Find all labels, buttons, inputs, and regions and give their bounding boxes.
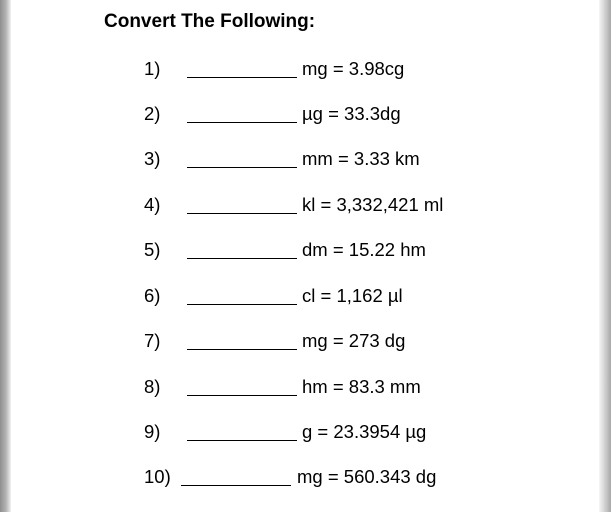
problem-number: 10) xyxy=(144,466,171,487)
answer-blank xyxy=(187,440,297,441)
problem-expression: µg = 33.3dg xyxy=(302,103,401,124)
problem-number: 7) xyxy=(144,330,161,351)
problem-number: 8) xyxy=(144,376,161,397)
problem-number: 9) xyxy=(144,421,161,442)
problem-number: 1) xyxy=(144,58,161,79)
answer-blank xyxy=(187,213,297,214)
problem-expression: hm = 83.3 mm xyxy=(302,376,421,397)
answer-blank xyxy=(187,258,297,259)
page-right-edge xyxy=(599,0,611,512)
problem-expression: mm = 3.33 km xyxy=(302,148,420,169)
problem-row xyxy=(0,421,600,445)
problem-row xyxy=(0,285,600,309)
problem-expression: mg = 3.98cg xyxy=(302,58,405,79)
problem-row xyxy=(0,148,600,172)
worksheet-title: Convert The Following: xyxy=(104,11,316,32)
problem-number: 6) xyxy=(144,285,161,306)
problem-row xyxy=(0,466,600,490)
answer-blank xyxy=(181,485,291,486)
problem-row xyxy=(0,239,600,263)
problem-row xyxy=(0,330,600,354)
problem-number: 3) xyxy=(144,148,161,169)
answer-blank xyxy=(187,304,297,305)
answer-blank xyxy=(187,77,297,78)
problem-number: 5) xyxy=(144,239,161,260)
problem-expression: dm = 15.22 hm xyxy=(302,239,426,260)
problem-expression: mg = 560.343 dg xyxy=(297,466,437,487)
answer-blank xyxy=(187,349,297,350)
problem-expression: kl = 3,332,421 ml xyxy=(302,194,444,215)
answer-blank xyxy=(187,122,297,123)
problem-expression: g = 23.3954 µg xyxy=(302,421,427,442)
problem-expression: mg = 273 dg xyxy=(302,330,406,351)
problem-row xyxy=(0,194,600,218)
problem-row xyxy=(0,58,600,82)
answer-blank xyxy=(187,167,297,168)
answer-blank xyxy=(187,395,297,396)
problem-row xyxy=(0,103,600,127)
problem-row xyxy=(0,376,600,400)
problem-number: 4) xyxy=(144,194,161,215)
problem-number: 2) xyxy=(144,103,161,124)
problem-expression: cl = 1,162 µl xyxy=(302,285,403,306)
